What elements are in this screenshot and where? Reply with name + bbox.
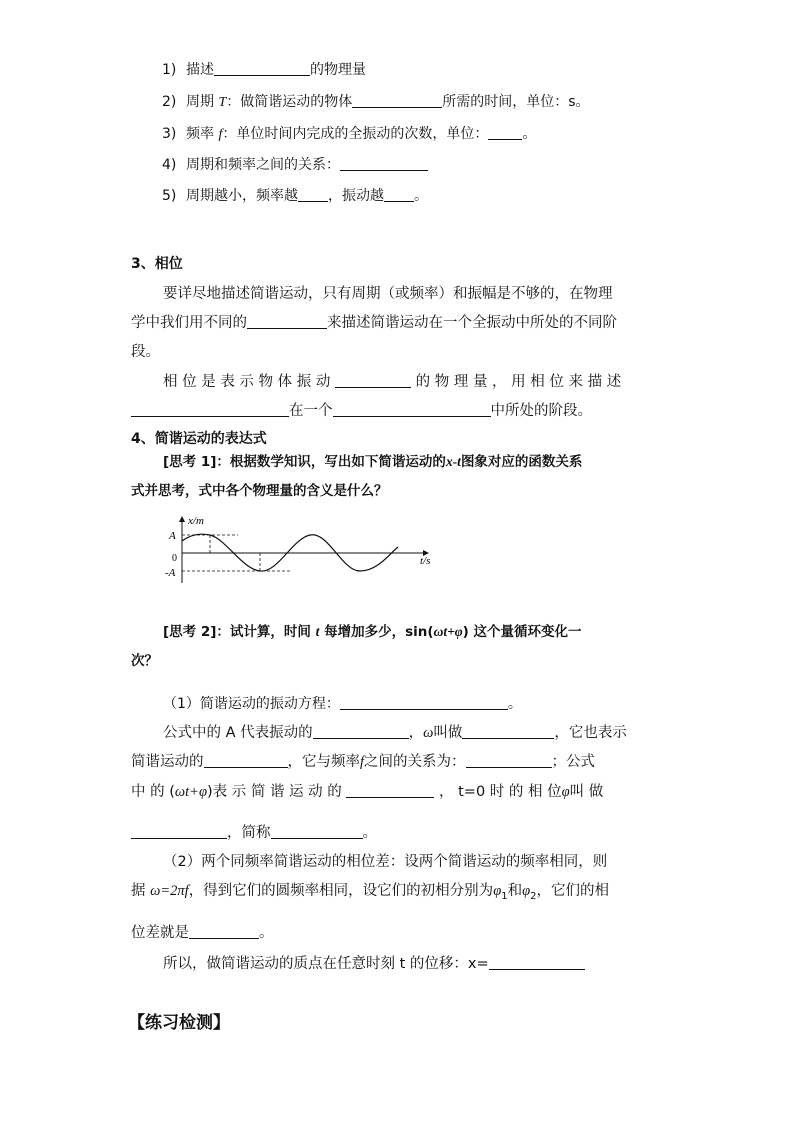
answer-blank[interactable] — [346, 783, 434, 798]
answer-blank[interactable] — [352, 93, 442, 108]
paragraph-line: 要详尽地描述简谐运动，只有周期（或频率）和振幅是不够的，在物理 — [163, 286, 613, 302]
paragraph-text: 相 位 是 表 示 物 体 振 动 — [163, 374, 331, 390]
paragraph-text: （1）简谐运动的振动方程： — [163, 696, 340, 712]
paragraph-line — [131, 923, 274, 943]
list-text: 周期越小，频率越 — [186, 188, 298, 204]
neg-amplitude-label: -A — [165, 567, 176, 579]
answer-blank[interactable] — [489, 955, 585, 970]
list-text: 。 — [414, 188, 428, 204]
paragraph-text: 之间的关系为： — [364, 754, 466, 770]
think-question — [163, 452, 582, 472]
paragraph-text: 来描述简谐运动在一个全振动中所处的不同阶 — [327, 315, 617, 331]
symbol-phi1: φ — [493, 883, 502, 899]
paragraph-line — [131, 752, 595, 772]
omega-formula: ω=2πf — [150, 883, 189, 899]
paragraph-line — [163, 372, 621, 392]
question-text: 每增加多少，sin( — [324, 624, 434, 640]
paragraph-line — [131, 401, 592, 421]
question-text: [思考 1]：根据数学知识，写出如下简谐运动的 — [163, 454, 446, 470]
list-text: ：做简谐运动的物体 — [226, 94, 353, 110]
answer-blank[interactable] — [131, 824, 227, 839]
paragraph-line — [163, 954, 585, 974]
answer-blank[interactable] — [335, 373, 411, 388]
symbol-phi: φ — [561, 784, 570, 800]
list-number: 4) — [162, 157, 177, 173]
paragraph-text: ， t=0 时 的 相 位 — [439, 784, 562, 800]
variable-t: T — [218, 95, 227, 110]
practice-heading: 【练习检测】 — [128, 1013, 230, 1033]
section-heading: 3、相位 — [131, 256, 183, 272]
answer-blank[interactable] — [333, 402, 491, 417]
section-heading: 4、简谐运动的表达式 — [131, 431, 267, 447]
list-text: 。 — [522, 126, 537, 142]
answer-blank[interactable] — [340, 156, 428, 171]
answer-blank[interactable] — [488, 125, 522, 140]
question-text: 图象对应的函数关系 — [460, 454, 583, 470]
list-text: 周期 — [186, 94, 214, 110]
paragraph-line: （2）两个同频率简谐运动的相位差：设两个简谐运动的频率相同，则 — [163, 854, 608, 870]
list-text: ：单位时间内完成的全振动的次数，单位： — [222, 126, 489, 142]
paragraph-text: 位差就是 — [131, 925, 189, 941]
think-question — [163, 622, 582, 642]
paragraph-text: 。 — [507, 696, 522, 712]
paragraph-text: 在一个 — [289, 403, 333, 419]
symbol-f: f — [360, 754, 365, 770]
paragraph-line: 段。 — [131, 344, 160, 360]
answer-blank[interactable] — [462, 724, 554, 739]
answer-blank[interactable] — [340, 695, 508, 710]
list-text: 周期和频率之间的关系： — [186, 157, 340, 173]
list-text: 的物理量 — [310, 62, 366, 78]
paragraph-line — [131, 881, 609, 907]
answer-blank[interactable] — [204, 753, 288, 768]
origin-label: 0 — [172, 553, 177, 564]
paragraph-text: 中 的 ( — [131, 784, 175, 800]
phase-expression: ωt+φ — [174, 784, 207, 800]
think-question: 次？ — [131, 653, 158, 669]
answer-blank[interactable] — [466, 753, 552, 768]
paragraph-line — [163, 723, 627, 743]
subscript-2: 2 — [530, 890, 537, 902]
list-item — [162, 124, 536, 145]
paragraph-text: 学中我们用不同的 — [131, 315, 247, 331]
paragraph-text: 。 — [362, 825, 377, 841]
list-number: 2) — [162, 94, 177, 110]
list-item — [162, 60, 366, 80]
paragraph-text: 所以，做简谐运动的质点在任意时刻 t 的位移：x= — [163, 956, 489, 972]
list-text: 所需的时间，单位：s。 — [442, 94, 590, 110]
answer-blank[interactable] — [271, 824, 363, 839]
symbol-phi2: φ — [522, 883, 531, 899]
phase-expression: ωt+φ — [433, 624, 463, 639]
paragraph-text: 简谐运动的 — [131, 754, 204, 770]
think-question: 式并思考，式中各个物理量的含义是什么？ — [131, 483, 388, 499]
paragraph-text: 叫做 — [433, 725, 463, 741]
question-text: ) 这个量循环变化一 — [462, 624, 582, 640]
answer-blank[interactable] — [298, 187, 328, 202]
answer-blank[interactable] — [189, 924, 259, 939]
list-number: 1) — [162, 62, 177, 78]
list-item — [162, 92, 590, 113]
list-text: 描述 — [186, 62, 214, 78]
sine-wave-graph — [164, 513, 434, 585]
amplitude-label: A — [169, 530, 176, 542]
subscript-1: 1 — [501, 890, 508, 902]
list-item — [162, 155, 428, 175]
variable-xt: x-t — [445, 454, 461, 469]
y-axis-label: x/m — [188, 515, 204, 527]
list-text: 频率 — [186, 126, 214, 142]
paragraph-text: ；公式 — [551, 754, 596, 770]
paragraph-text: ， — [408, 725, 424, 741]
list-item — [162, 186, 428, 206]
paragraph-text: ，它与频率 — [287, 754, 360, 770]
paragraph-text: 叫 做 — [569, 784, 604, 800]
answer-blank[interactable] — [214, 61, 310, 76]
list-number: 5) — [162, 188, 177, 204]
list-number: 3) — [162, 126, 177, 142]
list-text: ，振动越 — [328, 188, 384, 204]
answer-blank[interactable] — [247, 314, 327, 329]
paragraph-text: 。 — [259, 925, 274, 941]
paragraph-text: 和 — [507, 883, 523, 899]
symbol-omega: ω — [423, 725, 434, 741]
paragraph-line — [131, 823, 377, 843]
paragraph-text: ，它也表示 — [554, 725, 627, 741]
paragraph-text: 公式中的 A 代表振动的 — [163, 725, 313, 741]
answer-blank[interactable] — [313, 724, 409, 739]
paragraph-text: ，得到它们的圆频率相同，设它们的初相分别为 — [188, 883, 494, 899]
question-text: [思考 2]：试计算，时间 — [163, 624, 311, 640]
answer-blank[interactable] — [384, 187, 414, 202]
variable-f: f — [218, 127, 223, 142]
paragraph-line — [131, 782, 603, 802]
x-axis-label: t/s — [420, 555, 431, 567]
paragraph-text: ，它们的相 — [536, 883, 609, 899]
variable-t: t — [315, 624, 320, 639]
paragraph-line — [131, 313, 617, 333]
paragraph-line — [163, 694, 522, 714]
paragraph-text: 的 物 理 量 ， 用 相 位 来 描 述 — [415, 374, 622, 390]
answer-blank[interactable] — [131, 402, 289, 417]
paragraph-text: )表 示 简 谐 运 动 的 — [206, 784, 342, 800]
paragraph-text: 据 — [131, 883, 146, 899]
paragraph-text: 中所处的阶段。 — [490, 403, 592, 419]
paragraph-text: ，简称 — [227, 825, 271, 841]
